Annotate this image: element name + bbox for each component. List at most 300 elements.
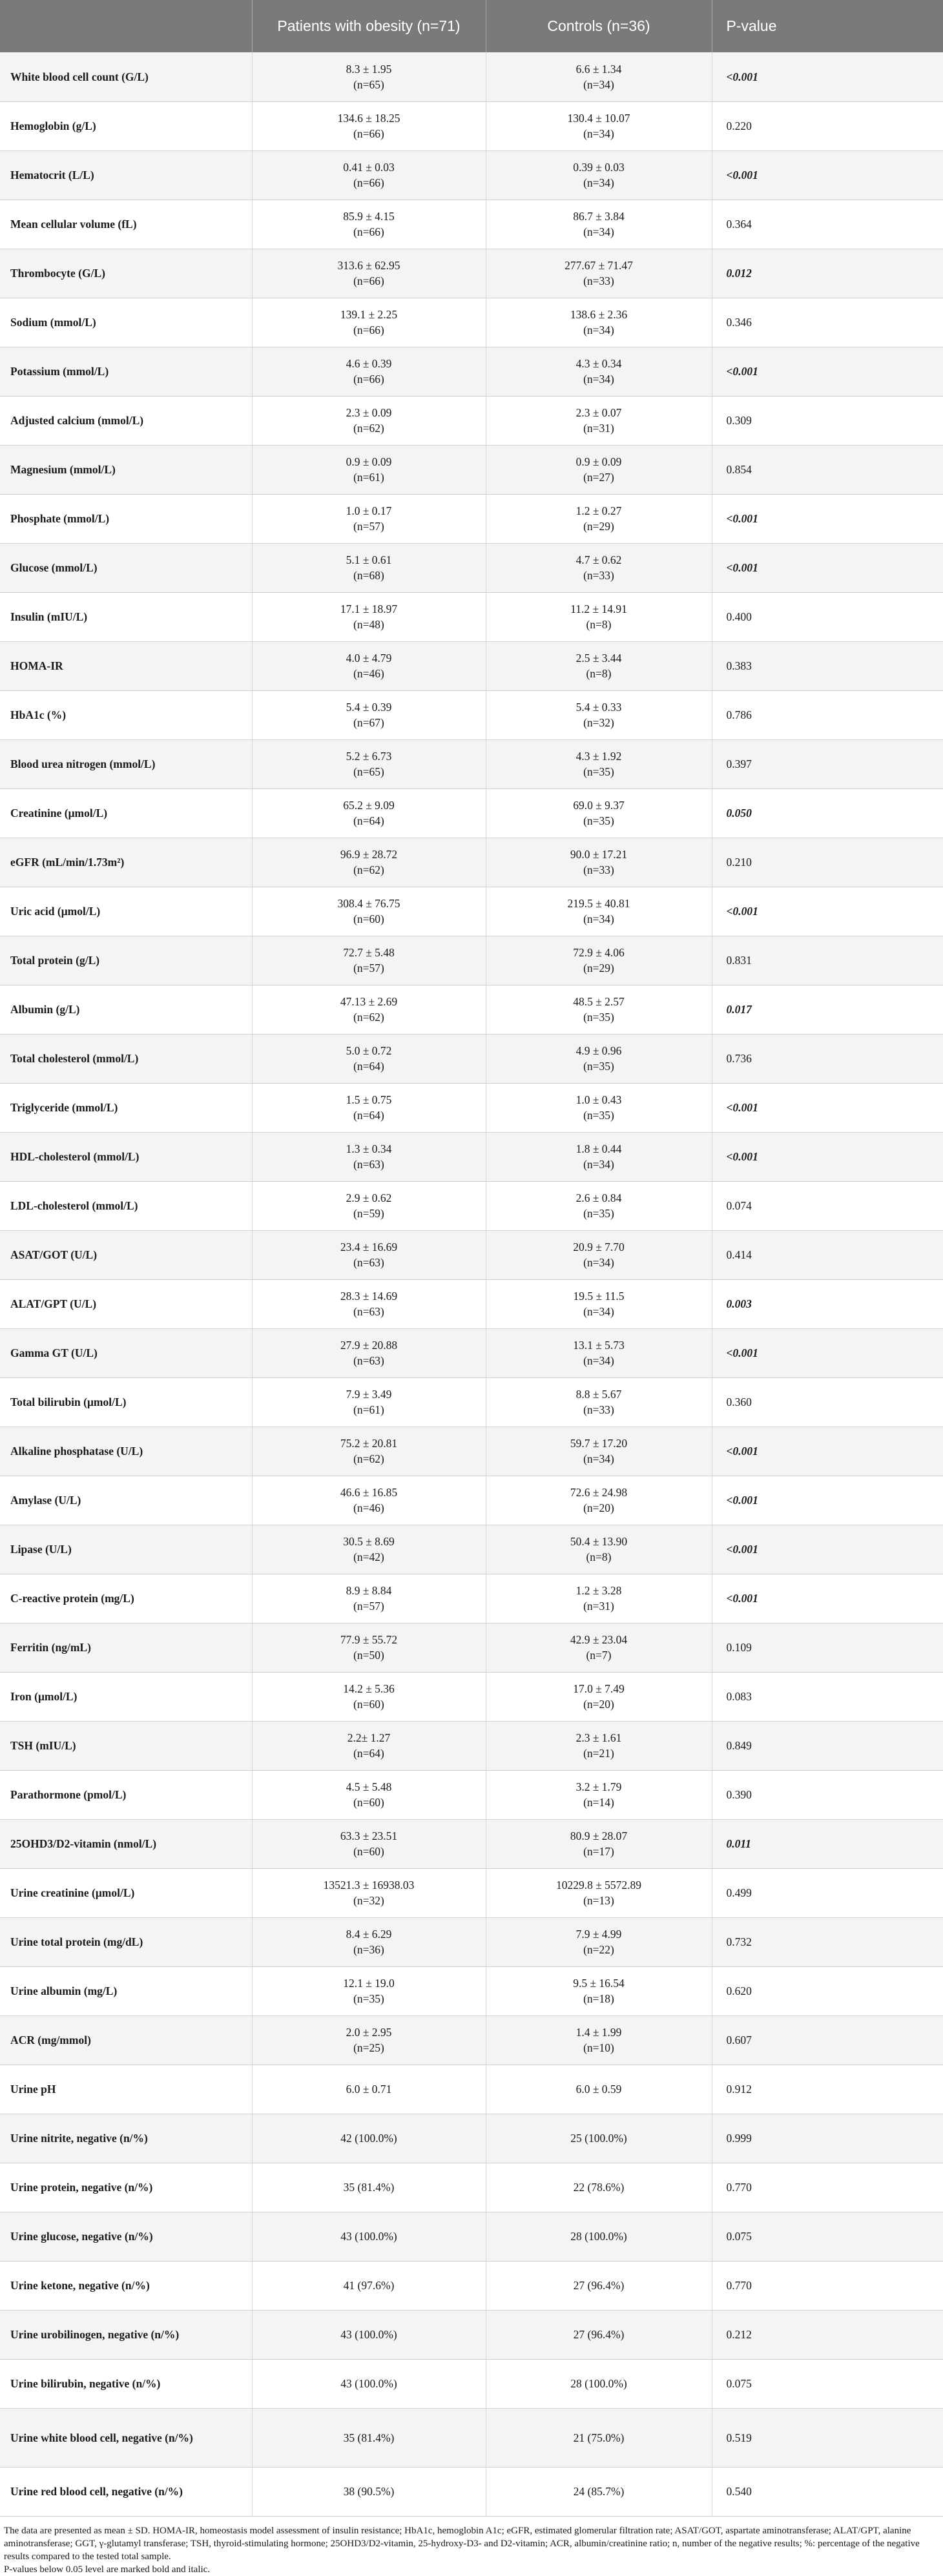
p-value: 0.540 [712,2467,943,2516]
obesity-mean: 42 (100.0%) [340,2132,397,2145]
control-value [486,298,712,347]
obesity-mean: 139.1 ± 2.25 [340,308,398,321]
parameter-name: ACR (mg/mmol) [0,2015,252,2065]
obesity-n: (n=66) [353,225,384,238]
obesity-value [252,1770,486,1819]
control-mean: 28 (100.0%) [570,2377,627,2390]
obesity-n: (n=25) [353,2041,384,2054]
obesity-n: (n=59) [353,1207,384,1220]
control-n: (n=33) [583,1403,614,1416]
control-value [486,52,712,101]
p-value: 0.220 [712,101,943,150]
control-value [486,445,712,494]
control-value [486,1132,712,1181]
table-row [0,347,943,396]
control-mean: 90.0 ± 17.21 [570,848,628,861]
obesity-value [252,1181,486,1230]
control-value [486,1476,712,1525]
obesity-mean: 8.4 ± 6.29 [346,1928,392,1941]
obesity-n: (n=66) [353,373,384,386]
obesity-n: (n=62) [353,1011,384,1024]
control-value [486,1279,712,1328]
obesity-mean: 2.2± 1.27 [347,1731,391,1744]
control-mean: 1.2 ± 0.27 [575,504,622,517]
obesity-n: (n=42) [353,1551,384,1563]
p-value: <0.001 [712,52,943,101]
table-row [0,101,943,150]
control-value [486,690,712,739]
control-value [486,1230,712,1279]
parameter-name: Mean cellular volume (fL) [0,200,252,249]
parameter-name: Creatinine (μmol/L) [0,788,252,838]
control-mean: 42.9 ± 23.04 [570,1633,628,1646]
control-n: (n=29) [583,962,614,974]
obesity-mean: 8.9 ± 8.84 [346,1584,392,1597]
control-mean: 28 (100.0%) [570,2230,627,2243]
obesity-value [252,1672,486,1721]
p-value: 0.074 [712,1181,943,1230]
control-mean: 22 (78.6%) [573,2181,625,2194]
control-value [486,2261,712,2310]
control-mean: 5.4 ± 0.33 [575,701,622,714]
obesity-mean: 8.3 ± 1.95 [346,62,392,76]
obesity-n: (n=63) [353,1354,384,1367]
table-row [0,1132,943,1181]
control-value [486,1181,712,1230]
parameter-name: HbA1c (%) [0,690,252,739]
control-n: (n=35) [583,765,614,778]
obesity-mean: 28.3 ± 14.69 [340,1290,398,1303]
parameter-name: Urine glucose, negative (n/%) [0,2212,252,2261]
obesity-value [252,101,486,150]
p-value: <0.001 [712,1476,943,1525]
p-value: 0.620 [712,1966,943,2015]
parameter-name: Magnesium (mmol/L) [0,445,252,494]
parameter-name: Adjusted calcium (mmol/L) [0,396,252,445]
control-value [486,347,712,396]
control-n: (n=34) [583,77,614,91]
control-mean: 72.9 ± 4.06 [573,946,625,959]
control-value [486,2015,712,2065]
table-footnotes [0,2517,943,2576]
control-mean: 20.9 ± 7.70 [573,1241,625,1253]
table-row [0,1476,943,1525]
obesity-value [252,1476,486,1525]
p-value: 0.854 [712,445,943,494]
p-value: 0.364 [712,200,943,249]
control-mean: 27 (96.4%) [573,2328,625,2341]
obesity-mean: 77.9 ± 55.72 [340,1633,398,1646]
p-value: 0.050 [712,788,943,838]
control-value [486,1868,712,1917]
table-row [0,200,943,249]
control-mean: 4.7 ± 0.62 [575,553,622,566]
obesity-mean: 46.6 ± 16.85 [340,1486,398,1499]
control-mean: 7.9 ± 4.99 [575,1928,622,1941]
control-n: (n=33) [583,274,614,287]
p-value: 0.083 [712,1672,943,1721]
control-mean: 48.5 ± 2.57 [573,995,625,1008]
table-header [0,0,943,52]
obesity-n: (n=63) [353,1158,384,1171]
control-mean: 1.2 ± 3.28 [575,1584,622,1597]
obesity-value [252,788,486,838]
control-n: (n=32) [583,716,614,729]
obesity-value [252,2114,486,2163]
parameter-name: Lipase (U/L) [0,1525,252,1574]
control-n: (n=34) [583,373,614,386]
obesity-n: (n=68) [353,569,384,582]
p-value: 0.210 [712,838,943,887]
table-body [0,52,943,2516]
obesity-n: (n=36) [353,1943,384,1956]
obesity-n: (n=46) [353,1501,384,1514]
parameter-name: Uric acid (μmol/L) [0,887,252,936]
p-value: <0.001 [712,1132,943,1181]
obesity-n: (n=57) [353,520,384,533]
table-row [0,2212,943,2261]
control-mean: 130.4 ± 10.07 [567,112,630,125]
parameter-name: Glucose (mmol/L) [0,543,252,592]
p-value: 0.397 [712,739,943,788]
obesity-mean: 14.2 ± 5.36 [343,1682,395,1695]
table-row [0,2359,943,2408]
obesity-n: (n=64) [353,1747,384,1760]
obesity-value [252,1377,486,1427]
control-mean: 6.6 ± 1.34 [575,62,622,76]
obesity-n: (n=57) [353,962,384,974]
table-row [0,1770,943,1819]
footnote-significance: P-values below 0.05 level are marked bold and italic. [4,2564,211,2575]
obesity-value [252,1083,486,1132]
obesity-n: (n=61) [353,1403,384,1416]
parameter-name: Gamma GT (U/L) [0,1328,252,1377]
obesity-mean: 4.6 ± 0.39 [346,357,392,370]
obesity-mean: 308.4 ± 76.75 [337,897,400,910]
control-n: (n=20) [583,1501,614,1514]
obesity-mean: 313.6 ± 62.95 [337,259,400,272]
parameter-name: Urine protein, negative (n/%) [0,2163,252,2212]
obesity-value [252,887,486,936]
control-mean: 80.9 ± 28.07 [570,1829,628,1842]
control-n: (n=31) [583,1600,614,1613]
obesity-value [252,347,486,396]
table-row [0,936,943,985]
control-value [486,1525,712,1574]
control-value [486,200,712,249]
parameter-name: Urine ketone, negative (n/%) [0,2261,252,2310]
parameter-name: Total cholesterol (mmol/L) [0,1034,252,1083]
p-value: 0.999 [712,2114,943,2163]
control-n: (n=34) [583,912,614,925]
obesity-mean: 12.1 ± 19.0 [343,1977,395,1990]
obesity-mean: 1.3 ± 0.34 [346,1142,392,1155]
obesity-n: (n=50) [353,1649,384,1662]
control-n: (n=13) [583,1894,614,1907]
p-value: 0.075 [712,2212,943,2261]
obesity-value [252,2467,486,2516]
obesity-n: (n=66) [353,176,384,189]
control-value [486,1966,712,2015]
control-n: (n=34) [583,1256,614,1269]
obesity-value [252,2015,486,2065]
obesity-value [252,1034,486,1083]
control-mean: 4.3 ± 0.34 [575,357,622,370]
header-controls: Controls (n=36) [486,0,712,52]
control-mean: 10229.8 ± 5572.89 [555,1879,642,1891]
obesity-value [252,2065,486,2114]
control-mean: 0.39 ± 0.03 [573,161,625,174]
parameter-name: Amylase (U/L) [0,1476,252,1525]
control-mean: 25 (100.0%) [570,2132,627,2145]
obesity-mean: 5.1 ± 0.61 [346,553,392,566]
control-value [486,1721,712,1770]
control-mean: 11.2 ± 14.91 [570,603,627,615]
table-row [0,2114,943,2163]
parameter-name: Urine total protein (mg/dL) [0,1917,252,1966]
control-mean: 50.4 ± 13.90 [570,1535,628,1548]
obesity-n: (n=65) [353,765,384,778]
parameter-name: Urine pH [0,2065,252,2114]
obesity-value [252,494,486,543]
obesity-value [252,641,486,690]
obesity-n: (n=61) [353,471,384,484]
obesity-value [252,936,486,985]
obesity-n: (n=66) [353,274,384,287]
obesity-mean: 43 (100.0%) [340,2230,397,2243]
control-value [486,101,712,150]
obesity-mean: 41 (97.6%) [343,2279,395,2292]
table-row [0,2408,943,2467]
obesity-n: (n=62) [353,422,384,435]
parameter-name: Sodium (mmol/L) [0,298,252,347]
parameter-name: Albumin (g/L) [0,985,252,1034]
p-value: <0.001 [712,150,943,200]
control-value [486,887,712,936]
header-row [0,0,943,52]
p-value: <0.001 [712,543,943,592]
obesity-value [252,985,486,1034]
control-n: (n=35) [583,1060,614,1073]
obesity-value [252,1819,486,1868]
table-row [0,2163,943,2212]
parameter-name: Thrombocyte (G/L) [0,249,252,298]
table-row [0,1672,943,1721]
control-value [486,739,712,788]
header-p-value: P-value [712,0,943,52]
control-n: (n=21) [583,1747,614,1760]
p-value: <0.001 [712,494,943,543]
control-mean: 2.5 ± 3.44 [575,652,622,665]
control-n: (n=34) [583,1305,614,1318]
control-value [486,2359,712,2408]
p-value: <0.001 [712,1427,943,1476]
p-value: 0.849 [712,1721,943,1770]
p-value: 0.770 [712,2163,943,2212]
control-mean: 4.9 ± 0.96 [575,1044,622,1057]
p-value: <0.001 [712,1083,943,1132]
obesity-n: (n=64) [353,1109,384,1122]
obesity-n: (n=63) [353,1305,384,1318]
obesity-n: (n=64) [353,814,384,827]
control-n: (n=35) [583,814,614,827]
obesity-value [252,2212,486,2261]
parameter-name: Urine white blood cell, negative (n/%) [0,2408,252,2467]
parameter-name: Ferritin (ng/mL) [0,1623,252,1672]
obesity-n: (n=62) [353,1452,384,1465]
obesity-mean: 2.9 ± 0.62 [346,1191,392,1204]
parameter-name: Blood urea nitrogen (mmol/L) [0,739,252,788]
obesity-mean: 38 (90.5%) [343,2485,395,2498]
obesity-value [252,1966,486,2015]
obesity-mean: 134.6 ± 18.25 [337,112,400,125]
obesity-mean: 0.41 ± 0.03 [343,161,395,174]
obesity-n: (n=60) [353,1796,384,1809]
obesity-mean: 4.5 ± 5.48 [346,1780,392,1793]
table-row [0,985,943,1034]
obesity-n: (n=66) [353,127,384,140]
parameter-name: Iron (μmol/L) [0,1672,252,1721]
table-row [0,445,943,494]
obesity-mean: 5.2 ± 6.73 [346,750,392,763]
control-mean: 138.6 ± 2.36 [570,308,628,321]
control-mean: 2.6 ± 0.84 [575,1191,622,1204]
control-mean: 277.67 ± 71.47 [565,259,633,272]
control-value [486,1083,712,1132]
control-n: (n=34) [583,1158,614,1171]
obesity-n: (n=63) [353,1256,384,1269]
obesity-mean: 13521.3 ± 16938.03 [323,1879,415,1891]
table-row [0,1966,943,2015]
control-value [486,1672,712,1721]
obesity-value [252,396,486,445]
p-value: 0.414 [712,1230,943,1279]
table-row [0,2015,943,2065]
control-mean: 72.6 ± 24.98 [570,1486,628,1499]
obesity-n: (n=60) [353,1845,384,1858]
parameter-name: Urine albumin (mg/L) [0,1966,252,2015]
parameter-name: Urine bilirubin, negative (n/%) [0,2359,252,2408]
control-mean: 219.5 ± 40.81 [567,897,630,910]
table-row [0,1574,943,1623]
control-value [486,1328,712,1377]
control-value [486,2114,712,2163]
p-value: 0.003 [712,1279,943,1328]
table-row [0,1328,943,1377]
parameter-name: White blood cell count (G/L) [0,52,252,101]
parameter-name: Triglyceride (mmol/L) [0,1083,252,1132]
obesity-n: (n=57) [353,1600,384,1613]
p-value: 0.499 [712,1868,943,1917]
p-value: 0.831 [712,936,943,985]
obesity-mean: 30.5 ± 8.69 [343,1535,395,1548]
control-value [486,1770,712,1819]
obesity-mean: 72.7 ± 5.48 [343,946,395,959]
control-mean: 4.3 ± 1.92 [575,750,622,763]
parameter-name: Total bilirubin (μmol/L) [0,1377,252,1427]
parameter-name: C-reactive protein (mg/L) [0,1574,252,1623]
parameter-name: eGFR (mL/min/1.73m²) [0,838,252,887]
control-value [486,249,712,298]
control-n: (n=8) [586,667,612,680]
obesity-mean: 47.13 ± 2.69 [340,995,398,1008]
obesity-value [252,1279,486,1328]
control-value [486,396,712,445]
control-value [486,985,712,1034]
control-n: (n=34) [583,225,614,238]
obesity-mean: 2.3 ± 0.09 [346,406,392,419]
obesity-mean: 17.1 ± 18.97 [340,603,398,615]
control-n: (n=33) [583,569,614,582]
p-value: 0.770 [712,2261,943,2310]
control-n: (n=35) [583,1011,614,1024]
obesity-n: (n=35) [353,1992,384,2005]
obesity-n: (n=48) [353,618,384,631]
control-n: (n=34) [583,1452,614,1465]
obesity-mean: 35 (81.4%) [343,2181,395,2194]
table-row [0,1819,943,1868]
obesity-n: (n=46) [353,667,384,680]
obesity-value [252,298,486,347]
control-mean: 3.2 ± 1.79 [575,1780,622,1793]
p-value: 0.607 [712,2015,943,2065]
table-row [0,2065,943,2114]
obesity-value [252,592,486,641]
control-value [486,1819,712,1868]
obesity-n: (n=64) [353,1060,384,1073]
obesity-mean: 0.9 ± 0.09 [346,455,392,468]
obesity-value [252,1230,486,1279]
table-row [0,1917,943,1966]
parameter-name: Urine red blood cell, negative (n/%) [0,2467,252,2516]
control-n: (n=29) [583,520,614,533]
p-value: 0.519 [712,2408,943,2467]
table-row [0,1377,943,1427]
parameter-name: TSH (mIU/L) [0,1721,252,1770]
control-value [486,838,712,887]
table-row [0,543,943,592]
parameter-name: Urine urobilinogen, negative (n/%) [0,2310,252,2359]
table-row [0,1181,943,1230]
obesity-value [252,2261,486,2310]
obesity-mean: 43 (100.0%) [340,2328,397,2341]
control-mean: 1.0 ± 0.43 [575,1093,622,1106]
control-value [486,494,712,543]
p-value: 0.736 [712,1034,943,1083]
obesity-value [252,52,486,101]
table-row [0,788,943,838]
p-value: <0.001 [712,347,943,396]
obesity-mean: 6.0 ± 0.71 [346,2083,392,2096]
p-value: 0.011 [712,1819,943,1868]
obesity-mean: 43 (100.0%) [340,2377,397,2390]
p-value: 0.912 [712,2065,943,2114]
parameter-name: Hematocrit (L/L) [0,150,252,200]
control-value [486,788,712,838]
table-row [0,641,943,690]
p-value: <0.001 [712,1574,943,1623]
control-n: (n=34) [583,324,614,336]
obesity-mean: 96.9 ± 28.72 [340,848,398,861]
parameter-name: ALAT/GPT (U/L) [0,1279,252,1328]
obesity-n: (n=62) [353,863,384,876]
header-obesity: Patients with obesity (n=71) [252,0,486,52]
p-value: <0.001 [712,887,943,936]
obesity-mean: 27.9 ± 20.88 [340,1339,398,1352]
obesity-value [252,445,486,494]
table-row [0,2261,943,2310]
control-value [486,2310,712,2359]
